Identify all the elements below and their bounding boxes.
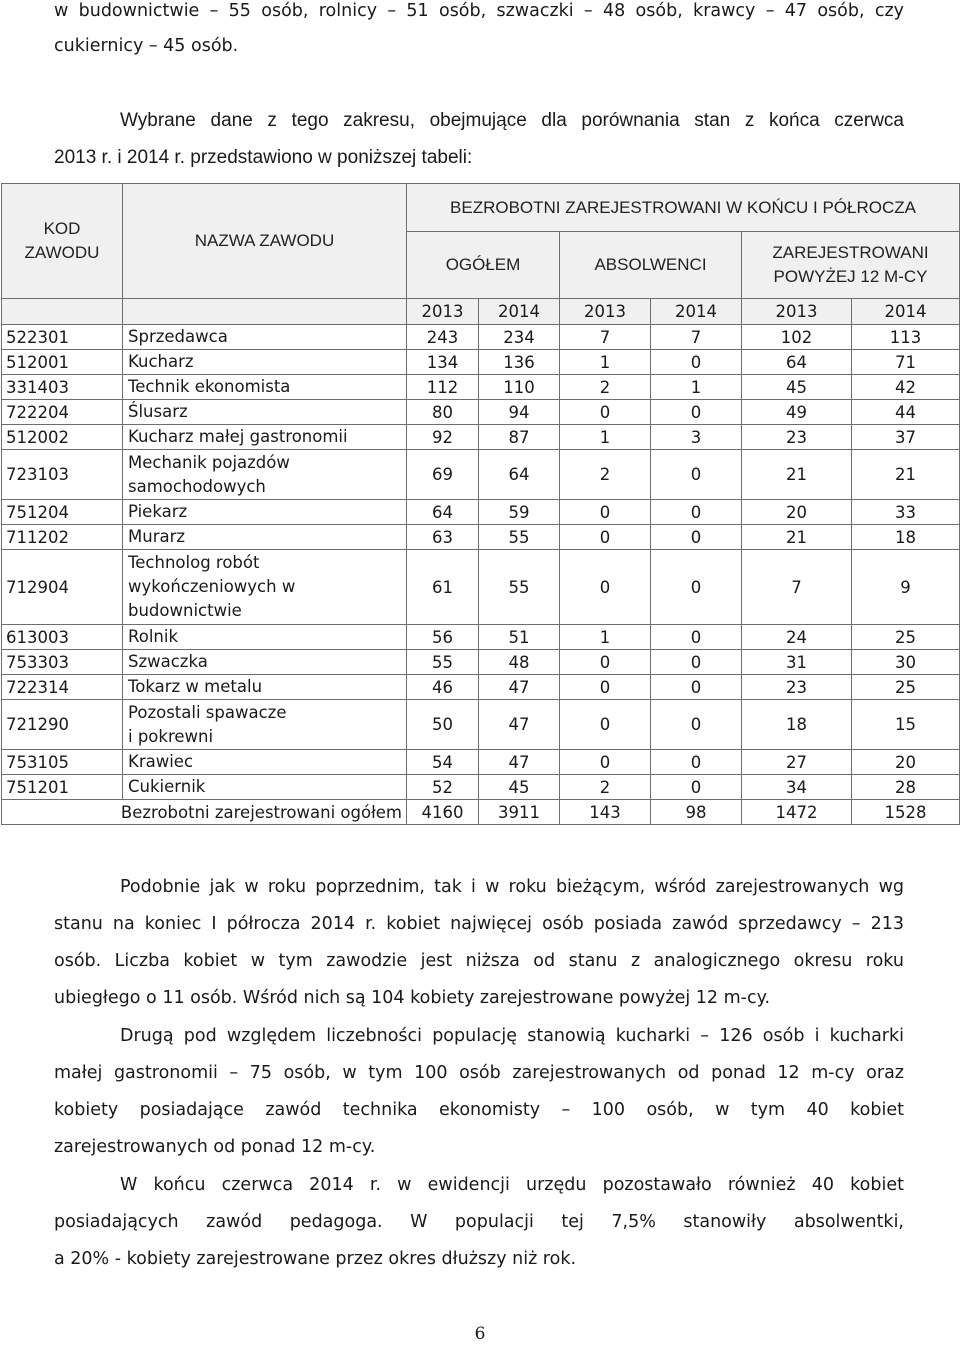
cell-nazwa-line: Pozostali spawacze xyxy=(128,702,287,722)
cell-value: 20 xyxy=(742,500,852,525)
cell-value: 21 xyxy=(852,450,960,500)
cell-value: 47 xyxy=(479,675,560,700)
cell-value: 42 xyxy=(852,375,960,400)
year-cell: 2014 xyxy=(479,299,560,325)
cell-kod: 723103 xyxy=(2,450,123,500)
cell-nazwa xyxy=(123,375,407,400)
table-row xyxy=(2,450,960,500)
cell-value: 7 xyxy=(651,325,742,350)
cell-value: 23 xyxy=(742,675,852,700)
cell-value: 0 xyxy=(560,400,651,425)
cell-value: 0 xyxy=(560,675,651,700)
cell-value: 7 xyxy=(560,325,651,350)
cell-value: 64 xyxy=(479,450,560,500)
cell-value: 1 xyxy=(560,425,651,450)
cell-value: 0 xyxy=(651,625,742,650)
page-number: 6 xyxy=(474,1324,486,1344)
year-spacer-nazwa xyxy=(123,299,407,325)
cell-value: 49 xyxy=(742,400,852,425)
table-row xyxy=(2,375,960,400)
cell-value: 25 xyxy=(852,625,960,650)
cell-nazwa xyxy=(123,700,407,750)
table-row xyxy=(2,675,960,700)
table-row xyxy=(2,775,960,800)
intro-line-1: w budownictwie – 55 osób, rolnicy – 51 osób, szwaczki – 48 osób, krawcy – 47 osób, czy xyxy=(54,1,904,21)
cell-value: 234 xyxy=(479,325,560,350)
cell-nazwa-line: Kucharz małej gastronomii xyxy=(128,427,348,446)
header-ogolem: OGÓŁEM xyxy=(407,232,560,299)
cell-nazwa xyxy=(123,325,407,350)
header-group: BEZROBOTNI ZAREJESTROWANI W KOŃCU I PÓŁROCZA xyxy=(407,184,960,232)
cell-kod: 751201 xyxy=(2,775,123,800)
cell-kod: 613003 xyxy=(2,625,123,650)
cell-value: 134 xyxy=(407,350,479,375)
cell-kod: 721290 xyxy=(2,700,123,750)
cell-value: 30 xyxy=(852,650,960,675)
cell-value: 27 xyxy=(742,750,852,775)
cell-value: 52 xyxy=(407,775,479,800)
table-row xyxy=(2,500,960,525)
total-label: Bezrobotni zarejestrowani ogółem xyxy=(2,800,407,825)
total-value: 143 xyxy=(560,800,651,825)
cell-value: 0 xyxy=(651,550,742,625)
cell-nazwa xyxy=(123,500,407,525)
cell-value: 3 xyxy=(651,425,742,450)
cell-value: 54 xyxy=(407,750,479,775)
cell-value: 92 xyxy=(407,425,479,450)
cell-nazwa xyxy=(123,450,407,500)
total-value: 1472 xyxy=(742,800,852,825)
cell-nazwa xyxy=(123,425,407,450)
cell-value: 18 xyxy=(742,700,852,750)
cell-value: 45 xyxy=(479,775,560,800)
year-cell: 2013 xyxy=(407,299,479,325)
cell-kod: 751204 xyxy=(2,500,123,525)
total-value: 1528 xyxy=(852,800,960,825)
cell-value: 0 xyxy=(560,750,651,775)
cell-value: 64 xyxy=(742,350,852,375)
cell-value: 0 xyxy=(560,500,651,525)
cell-value: 2 xyxy=(560,450,651,500)
cell-value: 94 xyxy=(479,400,560,425)
cell-value: 0 xyxy=(651,400,742,425)
total-value: 98 xyxy=(651,800,742,825)
header-powyzej-line-1: ZAREJESTROWANI xyxy=(772,243,929,262)
cell-value: 48 xyxy=(479,650,560,675)
table-row xyxy=(2,325,960,350)
cell-kod: 522301 xyxy=(2,325,123,350)
cell-value: 0 xyxy=(560,525,651,550)
cell-value: 136 xyxy=(479,350,560,375)
cell-value: 110 xyxy=(479,375,560,400)
header-powyzej-line-2: POWYŻEJ 12 M-CY xyxy=(773,267,928,286)
p3-line-3: a 20% - kobiety zarejestrowane przez okres dłuższy niż rok. xyxy=(54,1249,577,1269)
p3-line-1: W końcu czerwca 2014 r. w ewidencji urzędu pozostawało również 40 kobiet xyxy=(120,1175,904,1195)
cell-value: 55 xyxy=(407,650,479,675)
cell-value: 47 xyxy=(479,750,560,775)
cell-value: 87 xyxy=(479,425,560,450)
cell-nazwa-line: Ślusarz xyxy=(128,402,188,421)
cell-value: 44 xyxy=(852,400,960,425)
year-cell: 2013 xyxy=(560,299,651,325)
table-row xyxy=(2,350,960,375)
cell-value: 21 xyxy=(742,450,852,500)
cell-value: 50 xyxy=(407,700,479,750)
cell-nazwa-line: Tokarz w metalu xyxy=(128,677,263,696)
cell-value: 0 xyxy=(651,350,742,375)
header-kod-label: KOD ZAWODU xyxy=(24,219,100,262)
cell-value: 56 xyxy=(407,625,479,650)
p2-line-3: kobiety posiadające zawód technika ekonomisty – 100 osób, w tym 40 kobiet xyxy=(54,1100,904,1120)
table-row xyxy=(2,750,960,775)
cell-kod: 331403 xyxy=(2,375,123,400)
cell-value: 31 xyxy=(742,650,852,675)
cell-nazwa xyxy=(123,650,407,675)
cell-value: 21 xyxy=(742,525,852,550)
cell-value: 113 xyxy=(852,325,960,350)
cell-nazwa xyxy=(123,350,407,375)
cell-value: 1 xyxy=(651,375,742,400)
cell-value: 55 xyxy=(479,525,560,550)
p2-line-4: zarejestrowanych od ponad 12 m-cy. xyxy=(54,1137,376,1157)
p2-line-1: Drugą pod względem liczebności populację stanowią kucharki – 126 osób i kucharki xyxy=(120,1026,904,1046)
table-body xyxy=(2,325,960,800)
cell-value: 47 xyxy=(479,700,560,750)
cell-nazwa-line: Sprzedawca xyxy=(128,327,228,346)
cell-value: 0 xyxy=(651,700,742,750)
cell-nazwa-line: samochodowych xyxy=(128,476,266,496)
header-kod-zawodu xyxy=(2,184,123,299)
cell-value: 20 xyxy=(852,750,960,775)
table-row xyxy=(2,525,960,550)
table-row xyxy=(2,700,960,750)
cell-nazwa-line: Rolnik xyxy=(128,627,178,646)
cell-value: 0 xyxy=(651,750,742,775)
cell-value: 18 xyxy=(852,525,960,550)
cell-nazwa-line: Technolog robót xyxy=(128,553,260,572)
cell-value: 34 xyxy=(742,775,852,800)
cell-nazwa xyxy=(123,625,407,650)
cell-kod: 722204 xyxy=(2,400,123,425)
cell-nazwa-line: Kucharz xyxy=(128,352,194,371)
cell-value: 37 xyxy=(852,425,960,450)
cell-value: 23 xyxy=(742,425,852,450)
p3-line-2: posiadających zawód pedagoga. W populacji tej 7,5% stanowiły absolwentki, xyxy=(54,1212,904,1232)
cell-nazwa-line: wykończeniowych w xyxy=(128,577,296,596)
cell-value: 46 xyxy=(407,675,479,700)
p1-line-4: ubiegłego o 11 osób. Wśród nich są 104 kobiety zarejestrowane powyżej 12 m-cy. xyxy=(54,988,771,1008)
cell-value: 9 xyxy=(852,550,960,625)
cell-kod: 753303 xyxy=(2,650,123,675)
cell-value: 55 xyxy=(479,550,560,625)
intro-line-4: 2013 r. i 2014 r. przedstawiono w poniższej tabeli: xyxy=(54,147,473,168)
table-row xyxy=(2,550,960,625)
cell-value: 33 xyxy=(852,500,960,525)
intro-line-2: cukiernicy – 45 osób. xyxy=(54,36,239,56)
cell-value: 0 xyxy=(651,500,742,525)
cell-nazwa xyxy=(123,400,407,425)
cell-nazwa-line: Murarz xyxy=(128,527,186,546)
cell-value: 61 xyxy=(407,550,479,625)
cell-value: 0 xyxy=(560,650,651,675)
p1-line-3: osób. Liczba kobiet w tym zawodzie jest niższa od stanu z analogicznego okresu roku xyxy=(54,951,904,971)
table-row xyxy=(2,425,960,450)
header-nazwa-zawodu: NAZWA ZAWODU xyxy=(123,184,407,299)
cell-kod: 512002 xyxy=(2,425,123,450)
cell-value: 25 xyxy=(852,675,960,700)
cell-value: 15 xyxy=(852,700,960,750)
cell-value: 2 xyxy=(560,375,651,400)
cell-nazwa xyxy=(123,750,407,775)
cell-kod: 711202 xyxy=(2,525,123,550)
cell-value: 1 xyxy=(560,625,651,650)
cell-value: 64 xyxy=(407,500,479,525)
cell-nazwa xyxy=(123,550,407,625)
cell-kod: 753105 xyxy=(2,750,123,775)
cell-nazwa-line: Cukiernik xyxy=(128,777,206,796)
cell-value: 69 xyxy=(407,450,479,500)
cell-nazwa xyxy=(123,775,407,800)
intro-line-3: Wybrane dane z tego zakresu, obejmujące dla porównania stan z końca czerwca xyxy=(120,110,904,131)
cell-nazwa xyxy=(123,675,407,700)
cell-value: 0 xyxy=(651,650,742,675)
cell-value: 0 xyxy=(560,550,651,625)
total-value: 4160 xyxy=(407,800,479,825)
cell-nazwa-line: Technik ekonomista xyxy=(128,377,291,396)
cell-nazwa-line: budownictwie xyxy=(128,601,242,620)
p1-line-2: stanu na koniec I półrocza 2014 r. kobiet najwięcej osób posiada zawód sprzedawcy – 213 xyxy=(54,914,904,934)
cell-value: 0 xyxy=(651,450,742,500)
cell-nazwa-line: Krawiec xyxy=(128,752,194,771)
year-cell: 2013 xyxy=(742,299,852,325)
header-powyzej xyxy=(742,232,960,299)
cell-value: 51 xyxy=(479,625,560,650)
unemployment-table xyxy=(1,183,960,825)
year-cell: 2014 xyxy=(651,299,742,325)
cell-kod: 722314 xyxy=(2,675,123,700)
table-row xyxy=(2,400,960,425)
cell-value: 45 xyxy=(742,375,852,400)
cell-value: 112 xyxy=(407,375,479,400)
p1-line-1: Podobnie jak w roku poprzednim, tak i w roku bieżącym, wśród zarejestrowanych wg xyxy=(120,877,904,897)
cell-value: 0 xyxy=(651,775,742,800)
cell-value: 63 xyxy=(407,525,479,550)
total-value: 3911 xyxy=(479,800,560,825)
cell-value: 59 xyxy=(479,500,560,525)
cell-value: 24 xyxy=(742,625,852,650)
cell-value: 0 xyxy=(651,675,742,700)
cell-kod: 512001 xyxy=(2,350,123,375)
cell-nazwa-line: Szwaczka xyxy=(128,652,208,671)
table-row xyxy=(2,625,960,650)
p2-line-2: małej gastronomii – 75 osób, w tym 100 osób zarejestrowanych od ponad 12 m-cy oraz xyxy=(54,1063,904,1083)
cell-value: 80 xyxy=(407,400,479,425)
cell-value: 71 xyxy=(852,350,960,375)
cell-value: 0 xyxy=(651,525,742,550)
cell-value: 2 xyxy=(560,775,651,800)
cell-value: 28 xyxy=(852,775,960,800)
cell-nazwa-line: Piekarz xyxy=(128,502,188,521)
table-row xyxy=(2,650,960,675)
cell-kod: 712904 xyxy=(2,550,123,625)
header-absolwenci: ABSOLWENCI xyxy=(560,232,742,299)
cell-value: 102 xyxy=(742,325,852,350)
cell-value: 1 xyxy=(560,350,651,375)
cell-value: 0 xyxy=(560,700,651,750)
year-spacer-kod xyxy=(2,299,123,325)
year-cell: 2014 xyxy=(852,299,960,325)
cell-nazwa xyxy=(123,525,407,550)
cell-nazwa-line: Mechanik pojazdów xyxy=(128,452,290,472)
cell-value: 243 xyxy=(407,325,479,350)
cell-nazwa-line: i pokrewni xyxy=(128,726,214,746)
cell-value: 7 xyxy=(742,550,852,625)
